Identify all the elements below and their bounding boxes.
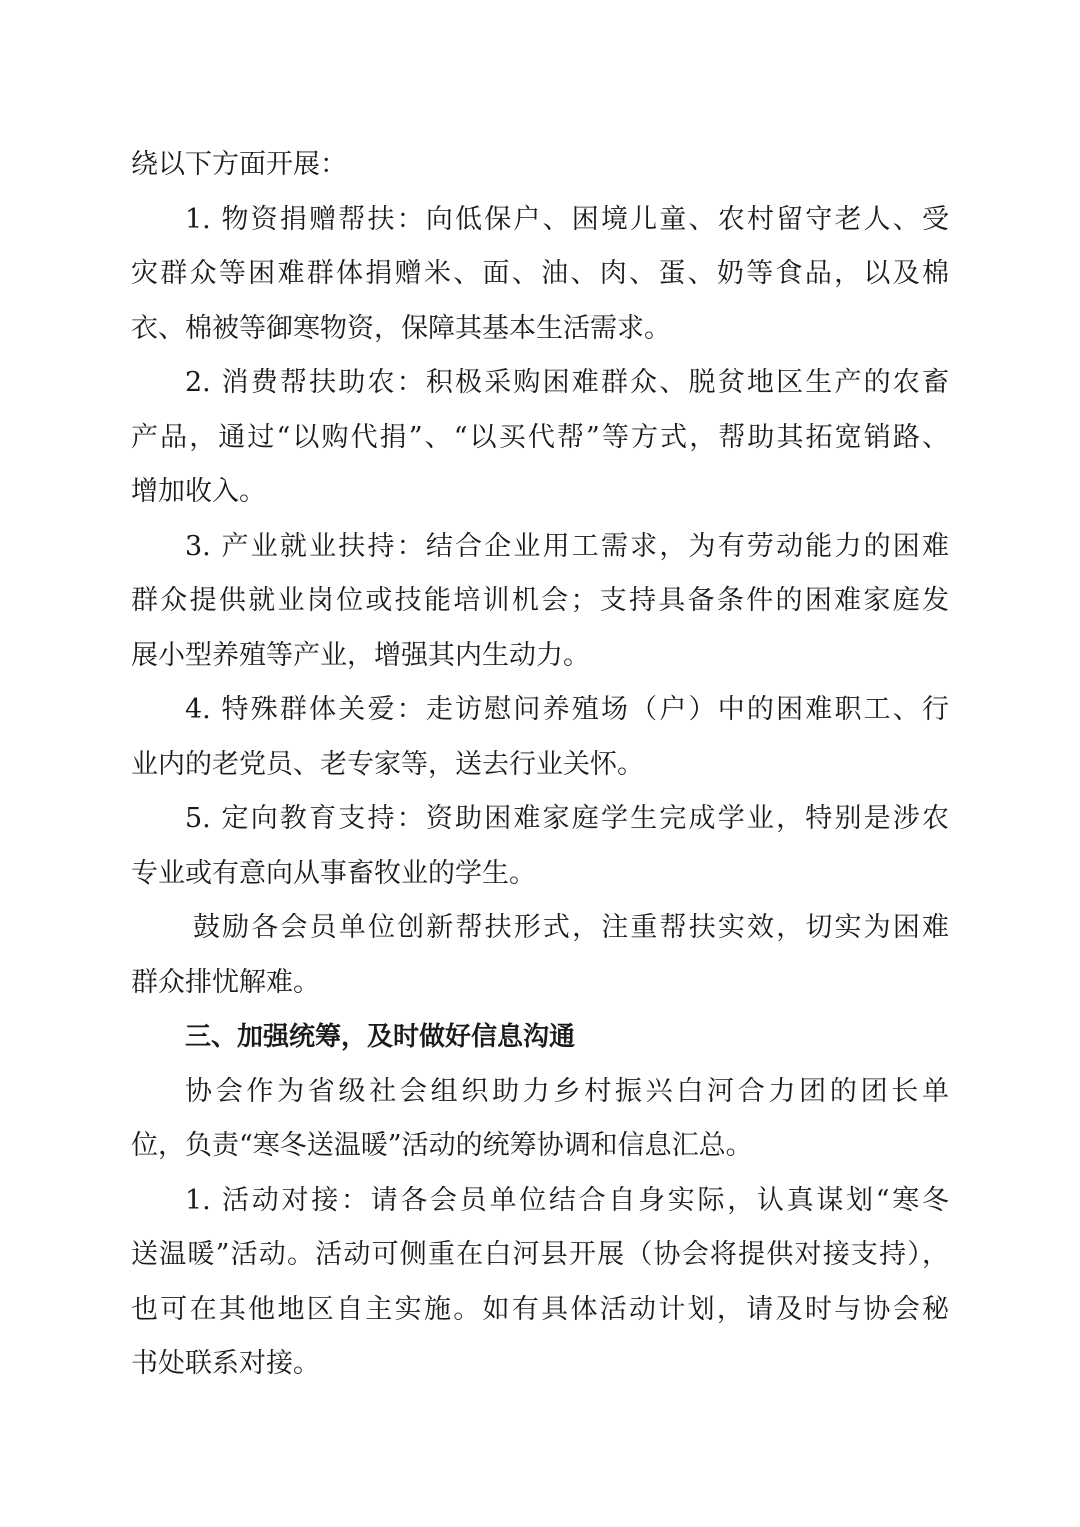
item-3-line: 展小型养殖等产业，增强其内生动力。 [131,639,590,671]
section-intro-line: 位，负责“寒冬送温暖”活动的统筹协调和信息汇总。 [131,1130,753,1161]
section-heading: 三、加强统筹，及时做好信息沟通 [185,1022,576,1052]
section-intro-line: 协会作为省级社会组织助力乡村振兴白河合力团的团长单 [185,1075,949,1107]
encourage-paragraph-line: 群众排忧解难。 [131,966,320,998]
item-4-line: 业内的老党员、老专家等，送去行业关怀。 [131,748,644,780]
activity-item-line: 1. 活动对接：请各会员单位结合自身实际，认真谋划“寒冬 [185,1184,949,1216]
item-3-line: 群众提供就业岗位或技能培训机会；支持具备条件的困难家庭发 [131,585,949,616]
activity-item-line: 书处联系对接。 [131,1348,320,1379]
item-4-line: 4. 特殊群体关爱：走访慰问养殖场（户）中的困难职工、行 [185,694,949,725]
item-1-line: 衣、棉被等御寒物资，保障其基本生活需求。 [131,312,671,344]
document-body [131,138,949,1392]
paragraph-line: 绕以下方面开展： [131,149,347,180]
item-3-line: 3. 产业就业扶持：结合企业用工需求，为有劳动能力的困难 [185,530,949,562]
item-5-line: 5. 定向教育支持：资助困难家庭学生完成学业，特别是涉农 [185,803,949,834]
encourage-paragraph-line: 鼓励各会员单位创新帮扶形式，注重帮扶实效，切实为困难 [193,912,949,943]
item-5-line: 专业或有意向从事畜牧业的学生。 [131,857,536,889]
item-2-line: 增加收入。 [131,476,266,507]
item-2-line: 产品，通过“以购代捐”、“以买代帮”等方式，帮助其拓宽销路、 [131,421,949,453]
item-2-line: 2. 消费帮扶助农：积极采购困难群众、脱贫地区生产的农畜 [185,367,949,398]
item-1-line: 灾群众等困难群体捐赠米、面、油、肉、蛋、奶等食品，以及棉 [131,258,949,289]
activity-item-line: 送温暖”活动。活动可侧重在白河县开展（协会将提供对接支持）， [131,1239,949,1270]
activity-item-line: 也可在其他地区自主实施。如有具体活动计划，请及时与协会秘 [131,1293,949,1325]
item-1-line: 1. 物资捐赠帮扶：向低保户、困境儿童、农村留守老人、受 [185,203,949,235]
